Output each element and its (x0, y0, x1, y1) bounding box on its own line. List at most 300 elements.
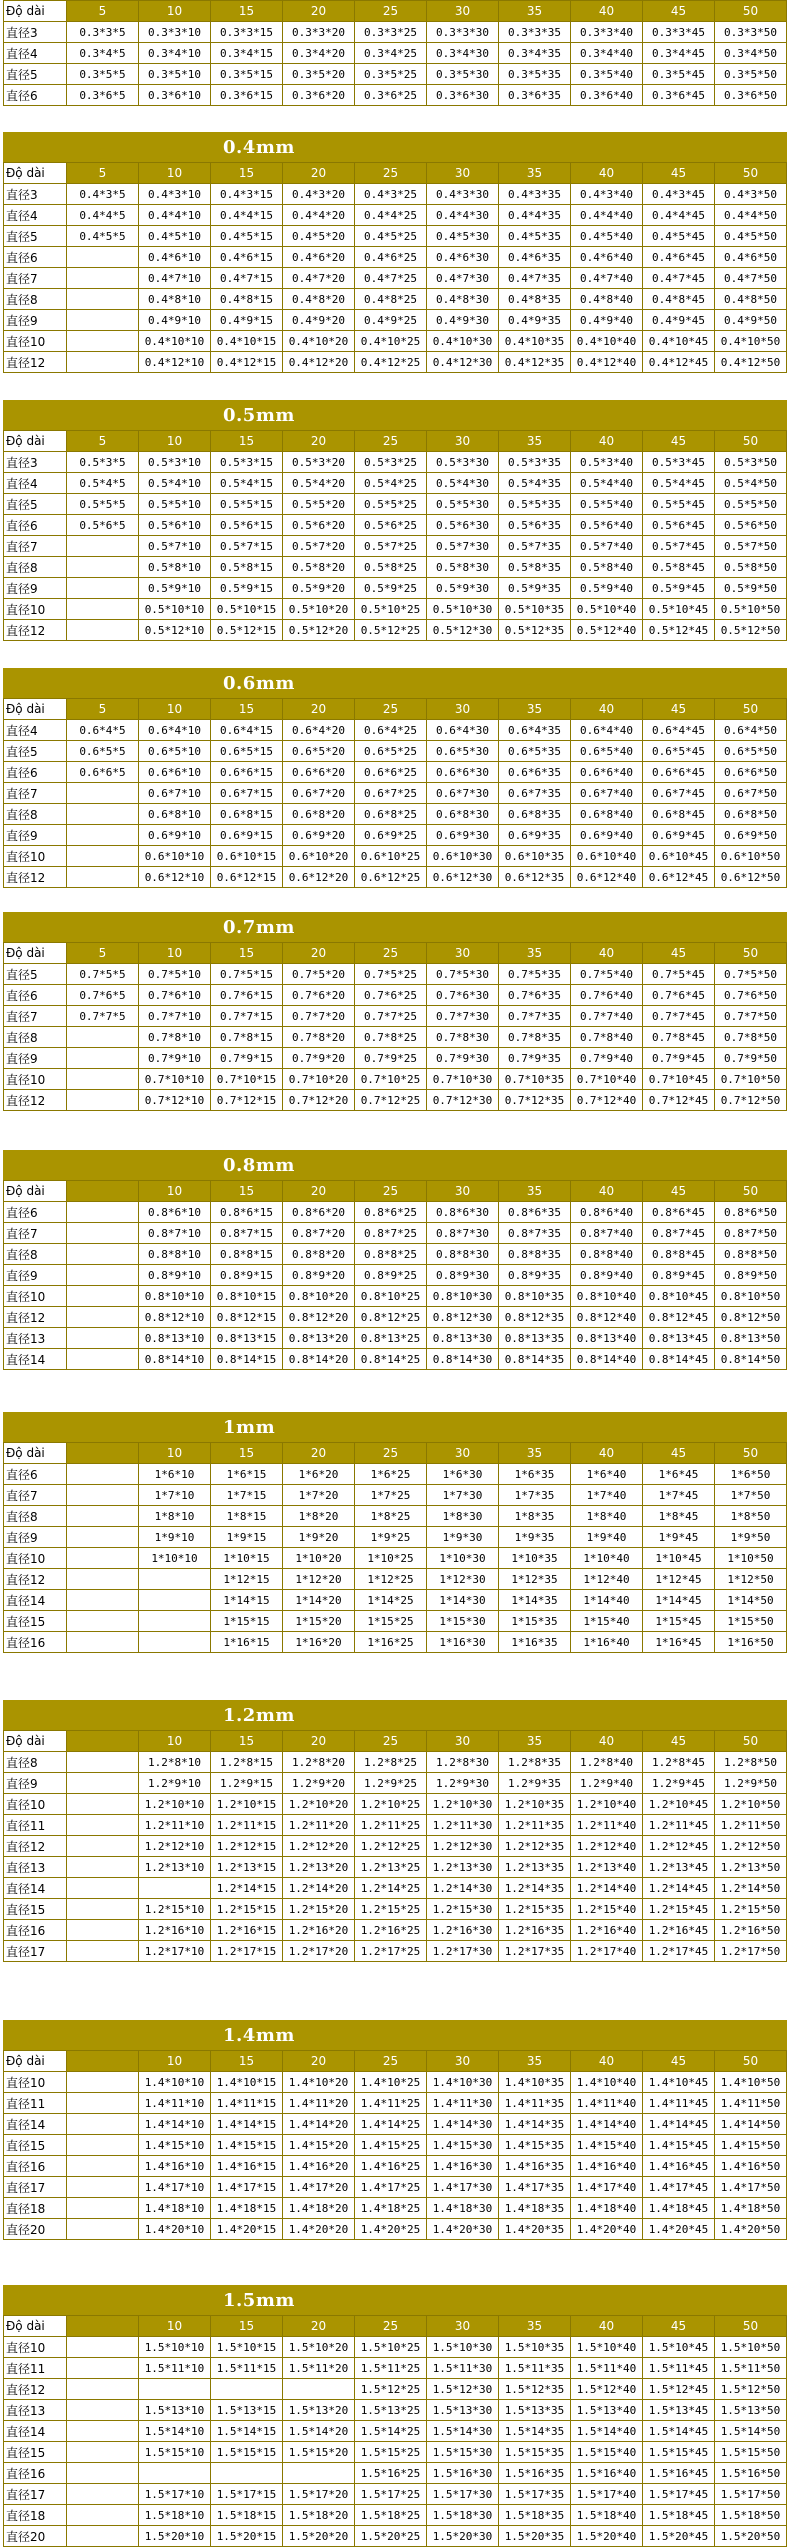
size-cell: 1*10*45 (643, 1548, 715, 1569)
table-row (4, 184, 787, 205)
size-cell: 0.8*12*50 (715, 1307, 787, 1328)
size-cell: 0.8*13*35 (499, 1328, 571, 1349)
size-cell: 1.5*18*10 (139, 2505, 211, 2526)
size-cell: 1.2*13*40 (571, 1857, 643, 1878)
diameter-label: 直径12 (4, 1836, 67, 1857)
size-cell: 1*6*40 (571, 1464, 643, 1485)
size-cell: 0.8*9*15 (211, 1265, 283, 1286)
size-cell: 0.7*7*25 (355, 1006, 427, 1027)
size-cell: 0.6*10*40 (571, 846, 643, 867)
size-cell: 1*8*15 (211, 1506, 283, 1527)
size-cell: 1*16*50 (715, 1632, 787, 1653)
size-cell: 0.4*3*35 (499, 184, 571, 205)
size-cell: 0.4*6*50 (715, 247, 787, 268)
size-cell (67, 1328, 139, 1349)
size-cell: 1.2*8*30 (427, 1752, 499, 1773)
size-cell: 0.6*4*25 (355, 720, 427, 741)
size-cell: 0.5*5*45 (643, 494, 715, 515)
size-cell: 1.4*20*30 (427, 2219, 499, 2240)
size-cell: 1.5*20*10 (139, 2526, 211, 2547)
size-cell: 1.2*16*25 (355, 1920, 427, 1941)
diameter-label: 直径18 (4, 2505, 67, 2526)
diameter-label: 直径9 (4, 1527, 67, 1548)
length-header: 25 (355, 1731, 427, 1752)
size-cell: 0.7*8*25 (355, 1027, 427, 1048)
size-cell: 0.5*9*20 (283, 578, 355, 599)
table-row (4, 247, 787, 268)
diameter-label: 直径3 (4, 22, 67, 43)
size-cell: 1*7*50 (715, 1485, 787, 1506)
size-cell (67, 2379, 139, 2400)
size-cell: 0.3*3*25 (355, 22, 427, 43)
size-cell (67, 268, 139, 289)
size-cell: 0.5*8*20 (283, 557, 355, 578)
size-cell: 0.4*4*40 (571, 205, 643, 226)
size-cell: 0.8*8*35 (499, 1244, 571, 1265)
size-cell: 0.6*8*35 (499, 804, 571, 825)
size-cell: 1*8*45 (643, 1506, 715, 1527)
size-cell: 1.4*15*35 (499, 2135, 571, 2156)
size-cell: 1.4*14*35 (499, 2114, 571, 2135)
table-row (4, 1815, 787, 1836)
size-cell: 1*7*30 (427, 1485, 499, 1506)
table-row (4, 1632, 787, 1653)
size-cell: 0.7*5*15 (211, 964, 283, 985)
size-cell: 0.8*14*15 (211, 1349, 283, 1370)
size-cell: 0.6*7*50 (715, 783, 787, 804)
diameter-label: 直径8 (4, 804, 67, 825)
size-cell: 0.4*3*15 (211, 184, 283, 205)
table-row (4, 452, 787, 473)
size-cell: 0.4*3*10 (139, 184, 211, 205)
size-cell: 0.6*10*35 (499, 846, 571, 867)
size-cell (211, 2379, 283, 2400)
length-header: 30 (427, 163, 499, 184)
size-section-1.5 (3, 2285, 787, 2547)
size-cell: 1*16*40 (571, 1632, 643, 1653)
size-cell (139, 1590, 211, 1611)
diameter-label: 直径5 (4, 226, 67, 247)
size-cell: 0.5*12*10 (139, 620, 211, 641)
size-cell: 0.8*14*40 (571, 1349, 643, 1370)
length-header: 20 (283, 943, 355, 964)
size-cell (67, 1244, 139, 1265)
size-cell: 0.5*5*10 (139, 494, 211, 515)
section-title-bar (3, 2285, 787, 2315)
size-cell: 0.4*8*30 (427, 289, 499, 310)
size-cell: 1.5*13*25 (355, 2400, 427, 2421)
size-cell: 0.6*4*40 (571, 720, 643, 741)
size-cell: 0.3*5*30 (427, 64, 499, 85)
size-cell: 1*15*20 (283, 1611, 355, 1632)
length-header: 45 (643, 699, 715, 720)
diameter-label: 直径6 (4, 247, 67, 268)
table-row (4, 1265, 787, 1286)
size-cell: 0.6*7*20 (283, 783, 355, 804)
size-cell: 0.8*10*50 (715, 1286, 787, 1307)
size-cell: 1*6*10 (139, 1464, 211, 1485)
diameter-label: 直径4 (4, 720, 67, 741)
size-cell: 1.4*11*40 (571, 2093, 643, 2114)
size-cell: 0.5*3*5 (67, 452, 139, 473)
size-cell: 0.5*8*10 (139, 557, 211, 578)
size-cell: 1.5*20*40 (571, 2526, 643, 2547)
length-header: 30 (427, 1443, 499, 1464)
size-cell: 1.4*20*35 (499, 2219, 571, 2240)
size-cell: 1.4*11*45 (643, 2093, 715, 2114)
length-header: 40 (571, 1731, 643, 1752)
size-cell: 0.7*9*45 (643, 1048, 715, 1069)
diameter-label: 直径10 (4, 846, 67, 867)
diameter-label: 直径9 (4, 578, 67, 599)
size-cell: 0.4*5*30 (427, 226, 499, 247)
size-table (3, 1730, 787, 1962)
size-cell (67, 2093, 139, 2114)
size-cell: 0.3*3*10 (139, 22, 211, 43)
size-cell: 1.5*17*35 (499, 2484, 571, 2505)
size-cell: 1.2*16*45 (643, 1920, 715, 1941)
diameter-label: 直径5 (4, 741, 67, 762)
length-header: 40 (571, 2051, 643, 2072)
size-cell: 1.2*16*20 (283, 1920, 355, 1941)
size-cell: 1.5*12*30 (427, 2379, 499, 2400)
section-title: 1.4mm (223, 2025, 295, 2046)
size-cell: 0.7*12*35 (499, 1090, 571, 1111)
size-cell: 0.4*12*45 (643, 352, 715, 373)
size-cell: 0.5*6*20 (283, 515, 355, 536)
size-cell: 1.5*16*45 (643, 2463, 715, 2484)
size-cell: 0.3*6*5 (67, 85, 139, 106)
length-header: 35 (499, 1443, 571, 1464)
size-cell: 0.7*6*40 (571, 985, 643, 1006)
size-cell: 0.4*10*45 (643, 331, 715, 352)
size-cell: 0.4*12*35 (499, 352, 571, 373)
size-cell: 0.7*7*40 (571, 1006, 643, 1027)
size-cell: 0.5*5*15 (211, 494, 283, 515)
size-cell: 0.7*7*30 (427, 1006, 499, 1027)
size-cell (67, 1569, 139, 1590)
size-cell: 0.5*3*45 (643, 452, 715, 473)
diameter-label: 直径11 (4, 1815, 67, 1836)
size-table (3, 1442, 787, 1653)
size-cell: 1.2*13*10 (139, 1857, 211, 1878)
size-cell: 0.3*5*10 (139, 64, 211, 85)
size-cell: 1.5*16*30 (427, 2463, 499, 2484)
size-cell: 0.6*4*35 (499, 720, 571, 741)
size-cell: 0.3*5*5 (67, 64, 139, 85)
table-row (4, 762, 787, 783)
size-cell: 0.4*9*10 (139, 310, 211, 331)
size-cell: 0.8*7*20 (283, 1223, 355, 1244)
size-cell: 0.4*10*30 (427, 331, 499, 352)
size-cell: 0.3*6*45 (643, 85, 715, 106)
size-cell: 0.5*9*25 (355, 578, 427, 599)
size-cell: 1.2*15*50 (715, 1899, 787, 1920)
size-cell: 0.8*13*25 (355, 1328, 427, 1349)
size-cell: 0.3*4*10 (139, 43, 211, 64)
diameter-label: 直径6 (4, 985, 67, 1006)
size-cell: 1*12*40 (571, 1569, 643, 1590)
size-cell: 0.6*4*5 (67, 720, 139, 741)
diameter-label: 直径11 (4, 2093, 67, 2114)
length-header: 15 (211, 1443, 283, 1464)
length-header: 35 (499, 431, 571, 452)
size-cell: 0.7*8*10 (139, 1027, 211, 1048)
size-cell: 1.5*11*30 (427, 2358, 499, 2379)
size-cell: 0.6*12*45 (643, 867, 715, 888)
size-cell: 0.6*12*35 (499, 867, 571, 888)
size-cell (67, 1548, 139, 1569)
size-cell: 0.6*5*5 (67, 741, 139, 762)
size-cell (139, 1632, 211, 1653)
length-header: 25 (355, 163, 427, 184)
length-header: 40 (571, 1, 643, 22)
size-cell: 0.4*4*15 (211, 205, 283, 226)
size-cell: 0.5*6*40 (571, 515, 643, 536)
size-cell: 1.5*20*30 (427, 2526, 499, 2547)
size-cell: 0.4*5*45 (643, 226, 715, 247)
size-cell: 1*15*40 (571, 1611, 643, 1632)
size-cell: 0.8*6*40 (571, 1202, 643, 1223)
size-cell: 1.2*13*20 (283, 1857, 355, 1878)
header-row (4, 2316, 787, 2337)
size-cell: 0.8*8*15 (211, 1244, 283, 1265)
size-cell (67, 783, 139, 804)
size-cell: 0.7*6*50 (715, 985, 787, 1006)
size-cell: 1.2*12*20 (283, 1836, 355, 1857)
size-cell: 1.4*10*15 (211, 2072, 283, 2093)
size-cell (67, 536, 139, 557)
size-cell: 1.2*10*45 (643, 1794, 715, 1815)
length-header: 25 (355, 431, 427, 452)
table-row (4, 1223, 787, 1244)
size-cell: 1.5*20*15 (211, 2526, 283, 2547)
size-cell (67, 1773, 139, 1794)
size-cell: 0.6*9*30 (427, 825, 499, 846)
size-cell: 1.4*11*20 (283, 2093, 355, 2114)
size-cell: 0.4*8*40 (571, 289, 643, 310)
header-row (4, 431, 787, 452)
section-title: 1.5mm (223, 2290, 295, 2311)
diameter-label: 直径4 (4, 43, 67, 64)
size-cell: 1.2*16*10 (139, 1920, 211, 1941)
size-cell: 0.7*10*25 (355, 1069, 427, 1090)
size-cell (139, 1569, 211, 1590)
header-row (4, 699, 787, 720)
size-cell: 1.4*16*30 (427, 2156, 499, 2177)
table-row (4, 473, 787, 494)
size-cell: 1.2*15*35 (499, 1899, 571, 1920)
header-row (4, 1731, 787, 1752)
table-row (4, 205, 787, 226)
table-row (4, 620, 787, 641)
size-cell: 1*12*35 (499, 1569, 571, 1590)
size-cell (67, 1611, 139, 1632)
size-cell: 1.4*10*30 (427, 2072, 499, 2093)
length-header: 30 (427, 1181, 499, 1202)
size-cell: 0.8*9*35 (499, 1265, 571, 1286)
section-title-bar (3, 1700, 787, 1730)
size-cell: 0.7*7*10 (139, 1006, 211, 1027)
size-cell: 1.4*17*10 (139, 2177, 211, 2198)
size-cell: 0.7*9*35 (499, 1048, 571, 1069)
diameter-label: 直径6 (4, 762, 67, 783)
size-cell: 1.2*14*40 (571, 1878, 643, 1899)
size-cell: 1*10*30 (427, 1548, 499, 1569)
size-cell: 0.5*10*30 (427, 599, 499, 620)
size-cell: 0.5*7*10 (139, 536, 211, 557)
size-cell: 0.8*8*45 (643, 1244, 715, 1265)
size-cell: 0.6*10*45 (643, 846, 715, 867)
size-cell (67, 1307, 139, 1328)
size-cell: 1.5*13*30 (427, 2400, 499, 2421)
size-cell: 0.4*7*35 (499, 268, 571, 289)
size-cell: 0.7*8*15 (211, 1027, 283, 1048)
size-cell: 0.6*5*35 (499, 741, 571, 762)
diameter-label: 直径3 (4, 452, 67, 473)
size-cell: 0.3*6*30 (427, 85, 499, 106)
length-header: 50 (715, 943, 787, 964)
length-header: 15 (211, 2051, 283, 2072)
size-cell (67, 1920, 139, 1941)
size-cell: 0.8*10*10 (139, 1286, 211, 1307)
size-cell: 1.2*16*40 (571, 1920, 643, 1941)
length-label: Độ dài (4, 2316, 67, 2337)
size-cell: 0.5*8*45 (643, 557, 715, 578)
size-cell: 0.3*4*40 (571, 43, 643, 64)
size-cell: 0.8*9*50 (715, 1265, 787, 1286)
size-cell: 1.5*13*15 (211, 2400, 283, 2421)
size-cell: 0.4*8*45 (643, 289, 715, 310)
size-cell: 1.4*18*40 (571, 2198, 643, 2219)
size-cell: 1.5*11*40 (571, 2358, 643, 2379)
size-cell: 0.5*10*10 (139, 599, 211, 620)
section-title-bar (3, 1150, 787, 1180)
size-cell: 1.5*17*30 (427, 2484, 499, 2505)
size-cell: 0.7*7*50 (715, 1006, 787, 1027)
diameter-label: 直径4 (4, 205, 67, 226)
size-cell: 1.4*18*15 (211, 2198, 283, 2219)
size-cell: 1.2*11*10 (139, 1815, 211, 1836)
table-row (4, 1006, 787, 1027)
size-cell: 1.5*10*25 (355, 2337, 427, 2358)
length-header: 40 (571, 163, 643, 184)
size-cell: 0.8*6*35 (499, 1202, 571, 1223)
size-cell: 0.6*10*20 (283, 846, 355, 867)
table-row (4, 1349, 787, 1370)
size-cell: 0.8*8*25 (355, 1244, 427, 1265)
size-cell: 1.4*10*45 (643, 2072, 715, 2093)
size-cell: 0.4*4*5 (67, 205, 139, 226)
size-cell: 1*10*25 (355, 1548, 427, 1569)
diameter-label: 直径12 (4, 620, 67, 641)
size-cell: 0.7*6*30 (427, 985, 499, 1006)
size-cell: 1.4*18*35 (499, 2198, 571, 2219)
table-row (4, 2135, 787, 2156)
size-cell: 1*8*35 (499, 1506, 571, 1527)
size-cell: 0.8*10*40 (571, 1286, 643, 1307)
size-cell: 0.7*9*40 (571, 1048, 643, 1069)
diameter-label: 直径7 (4, 783, 67, 804)
size-cell (67, 1815, 139, 1836)
diameter-label: 直径10 (4, 1794, 67, 1815)
length-header: 45 (643, 943, 715, 964)
size-cell: 0.5*6*30 (427, 515, 499, 536)
table-row (4, 1941, 787, 1962)
size-cell (67, 578, 139, 599)
length-header: 25 (355, 699, 427, 720)
size-cell: 1.2*10*40 (571, 1794, 643, 1815)
size-cell: 0.5*12*40 (571, 620, 643, 641)
size-cell (67, 1899, 139, 1920)
length-header: 20 (283, 1181, 355, 1202)
size-cell: 0.4*5*10 (139, 226, 211, 247)
table-row (4, 2379, 787, 2400)
size-cell: 1.5*13*45 (643, 2400, 715, 2421)
size-cell: 1.2*8*20 (283, 1752, 355, 1773)
length-header: 50 (715, 2316, 787, 2337)
size-cell: 1.2*17*20 (283, 1941, 355, 1962)
size-cell: 0.7*6*35 (499, 985, 571, 1006)
size-cell: 1*10*35 (499, 1548, 571, 1569)
size-cell: 1.4*15*20 (283, 2135, 355, 2156)
size-cell: 0.8*9*40 (571, 1265, 643, 1286)
size-cell: 0.8*14*30 (427, 1349, 499, 1370)
size-cell: 1.2*17*50 (715, 1941, 787, 1962)
size-cell: 0.6*8*40 (571, 804, 643, 825)
diameter-label: 直径7 (4, 536, 67, 557)
table-row (4, 1899, 787, 1920)
table-row (4, 1920, 787, 1941)
table-row (4, 964, 787, 985)
size-cell: 0.6*7*10 (139, 783, 211, 804)
size-cell: 0.6*9*20 (283, 825, 355, 846)
size-cell (67, 2463, 139, 2484)
length-header: 10 (139, 943, 211, 964)
header-row (4, 1, 787, 22)
size-cell: 0.4*5*15 (211, 226, 283, 247)
size-cell: 1*9*45 (643, 1527, 715, 1548)
size-cell: 0.6*7*45 (643, 783, 715, 804)
size-cell: 1.4*11*10 (139, 2093, 211, 2114)
size-cell: 0.7*12*40 (571, 1090, 643, 1111)
length-header: 30 (427, 2051, 499, 2072)
diameter-label: 直径20 (4, 2526, 67, 2547)
size-cell: 0.5*4*15 (211, 473, 283, 494)
size-cell: 0.5*4*5 (67, 473, 139, 494)
size-cell: 1.5*14*20 (283, 2421, 355, 2442)
size-table (3, 698, 787, 888)
size-cell: 0.8*7*25 (355, 1223, 427, 1244)
size-cell: 1.2*14*45 (643, 1878, 715, 1899)
size-cell: 1.4*15*45 (643, 2135, 715, 2156)
length-label: Độ dài (4, 943, 67, 964)
size-cell: 0.3*5*35 (499, 64, 571, 85)
size-cell: 0.4*5*50 (715, 226, 787, 247)
size-cell: 0.5*7*20 (283, 536, 355, 557)
size-cell: 0.3*5*40 (571, 64, 643, 85)
size-cell: 1.5*10*20 (283, 2337, 355, 2358)
size-cell: 1.2*9*25 (355, 1773, 427, 1794)
size-cell: 1*12*30 (427, 1569, 499, 1590)
table-row (4, 578, 787, 599)
size-cell: 1.2*16*35 (499, 1920, 571, 1941)
table-row (4, 2463, 787, 2484)
diameter-label: 直径15 (4, 1899, 67, 1920)
size-cell: 0.5*5*50 (715, 494, 787, 515)
table-row (4, 1328, 787, 1349)
length-header: 45 (643, 1443, 715, 1464)
